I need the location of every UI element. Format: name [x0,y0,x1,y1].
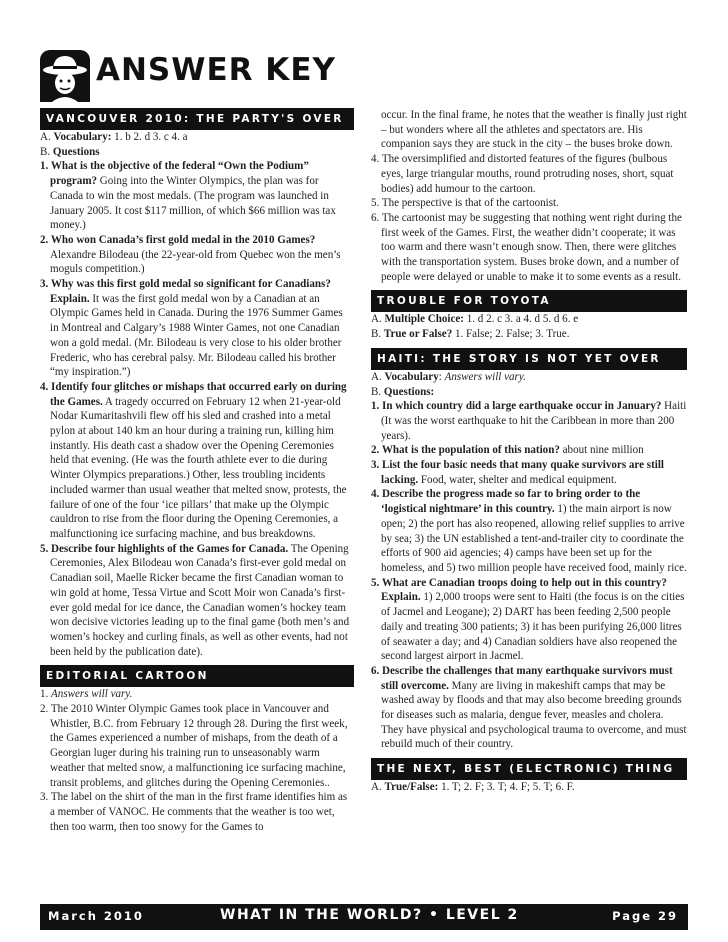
answer-item: 1. In which country did a large earthquake occur in January? Haiti (It was the worst earthquake to hit the Caribbean in more than 200 years). [371,400,687,442]
answer-item: 3. Why was this first gold medal so significant for Canadians? Explain. It was the first gold medal won by a Canadian at an Olympic Games held in Canada. During the 1976 Summer Games in Montreal and Calgary’s 1988 Winter Games, not one Canadian won a gold medal. (Mr. Bilodeau is very close to his older brother Frederic, who has cerebral palsy. Mr. Bilodeau called his brother “my inspiration.”) [40,278,343,379]
section-title-cartoon: EDITORIAL CARTOON [40,665,354,687]
answer-item: 3. List the four basic needs that many quake survivors are still lacking. Food, water, shelter and medical equipment. [371,459,664,486]
page-header [40,50,360,108]
answer-item: 2. Who won Canada’s first gold medal in the 2010 Games? Alexandre Bilodeau (the 22-year-old from Quebec won the men’s moguls competition.) [40,233,341,276]
answer-item: A. Vocabulary: Answers will vary. [371,370,526,383]
answer-item-continued: occur. In the final frame, he notes that the weather is finally just right – but wonders where all the athletes and spectators are. His companion says they are stuck in the city – the buses broke down. [381,109,687,151]
answer-item: 6. The cartoonist may be suggesting that nothing went right during the first week of the Games. First, the weather didn’t cooperate; it was too warm and there wasn’t enough snow. Then, there were glitches with the transportation system. Buses broke down, and a number of people were delayed or unable to make it to some events as a result. [371,211,682,283]
answer-item: 4. Describe the progress made so far to bring order to the ‘logistical nightmare’ in this country. 1) the main airport is now open; 2) the port has also reopened, allowing relief supplies to arrive by sea; 3) the UN established a tent-and-trailer city to coordinate the efforts of 900 aid agencies; 4) camps have been set up for the homeless, and 5) two million people have received food, mainly rice. [371,488,687,574]
answer-item: B. True or False? 1. False; 2. False; 3. True. [371,328,570,341]
answer-item: 5. The perspective is that of the cartoonist. [371,197,559,210]
answer-item: 4. Identify four glitches or mishaps that occurred early on during the Games. A tragedy occurred on February 12 when 21-year-old Nodar Kumaritashvili flew off his sled and crashed into a metal pylon at about 140 km an hour during a training run, killing him instantly. His death cast a shadow over the Opening Ceremonies held that evening. (He was the fourth athlete ever to die during Winter Olympics preparations.) Other, less troubling incidents included warmer than usual weather that melted snow, protests, the failure of one of the four ‘ice pillars’ that make up the Olympic cauldron to rise from the floor during the Opening Ceremonies, a malfunctioning ice surfacing machine, and bus breakdowns. [40,380,347,540]
questions-label: B. Questions: [371,385,435,398]
questions-label: B. Questions [40,145,100,158]
answer-item: 1. Answers will vary. [40,688,133,701]
answer-item: 5. What are Canadian troops doing to help out in this country? Explain. 1) 2,000 troops were sent to Haiti (the focus is on the cities of Jacmel and Leogane); 2) DART has been feeding 2,500 people daily and treating 300 patients; 3) it has been purifying 26,000 litres of seawater a day; and 4) Canadian soldiers have also reopened the second largest airport in Jacmel. [371,576,685,663]
page-title: ANSWER KEY [96,52,336,88]
left-column [40,108,354,834]
footer-page-number: Page 29 [612,909,678,923]
footer-publication: WHAT IN THE WORLD? • LEVEL 2 [220,907,519,923]
answer-item: 1. What is the objective of the federal “Own the Podium” program? Going into the Winter Olympics, the plan was for Canada to win the most medals. (The program was launched in January 2005. It cost $117 million, of which $66 million was tax money.) [40,160,336,232]
answer-item: 6. Describe the challenges that many earthquake survivors must still overcome. Many are living in makeshift camps that may be washed away by floods and that may also become breeding grounds for diseases such as malaria, dengue fever, measles and cholera. They have physical and psychological trauma to overcome, and must rebuild much of their country. [371,664,687,751]
answer-item: 2. The 2010 Winter Olympic Games took place in Vancouver and Whistler, B.C. from February 12 through 28. During the first week, the Games experienced a number of mishaps, from the death of a Georgian luger during his training run to unseasonably warm weather that melted snow, a malfunctioning ice surfacing machine, transit problems, and glitches during the Opening Ceremonies.. [40,703,348,789]
answer-item: A. True/False: 1. T; 2. F; 3. T; 4. F; 5. T; 6. F. [371,781,575,794]
answer-item: 4. The oversimplified and distorted features of the figures (bulbous eyes, large triangular mouths, round protruding noses, short, squat bodies) add humour to the cartoon. [371,153,674,195]
right-column [371,108,687,795]
answer-item: 5. Describe four highlights of the Games for Canada. The Opening Ceremonies, Alex Bilodeau won Canada’s first-ever gold medal on Canadian soil, Maelle Ricker became the first Canadian woman to win gold at home, Tessa Virtue and Scott Moir won Canada’s first-ever gold medal for ice dance, the Canadian women’s hockey team won decisive victories leading up to the final game (both men’s and women’s hockey and curling finals, as well as other events, had not been held by the publication date). [40,542,350,658]
section-title-electronic: THE NEXT, BEST (ELECTRONIC) THING [371,758,687,780]
answer-item: A. Multiple Choice: 1. d 2. c 3. a 4. d 5. d 6. e [371,313,579,326]
answer-item: 3. The label on the shirt of the man in the first frame identifies him as a member of VANOC. He comments that the weather is too wet, then too warm, then too snowy for the Games to [40,791,348,833]
answer-item: 2. What is the population of this nation? about nine million [371,444,644,457]
vocab-answers: A. Vocabulary: 1. b 2. d 3. c 4. a [40,131,188,143]
page-footer [40,904,688,930]
footer-date: March 2010 [48,909,144,923]
section-title-haiti: HAITI: THE STORY IS NOT YET OVER [371,348,687,370]
cowboy-logo-icon [40,50,90,102]
section-title-toyota: TROUBLE FOR TOYOTA [371,290,687,312]
section-title-vancouver: VANCOUVER 2010: THE PARTY'S OVER [40,108,354,130]
